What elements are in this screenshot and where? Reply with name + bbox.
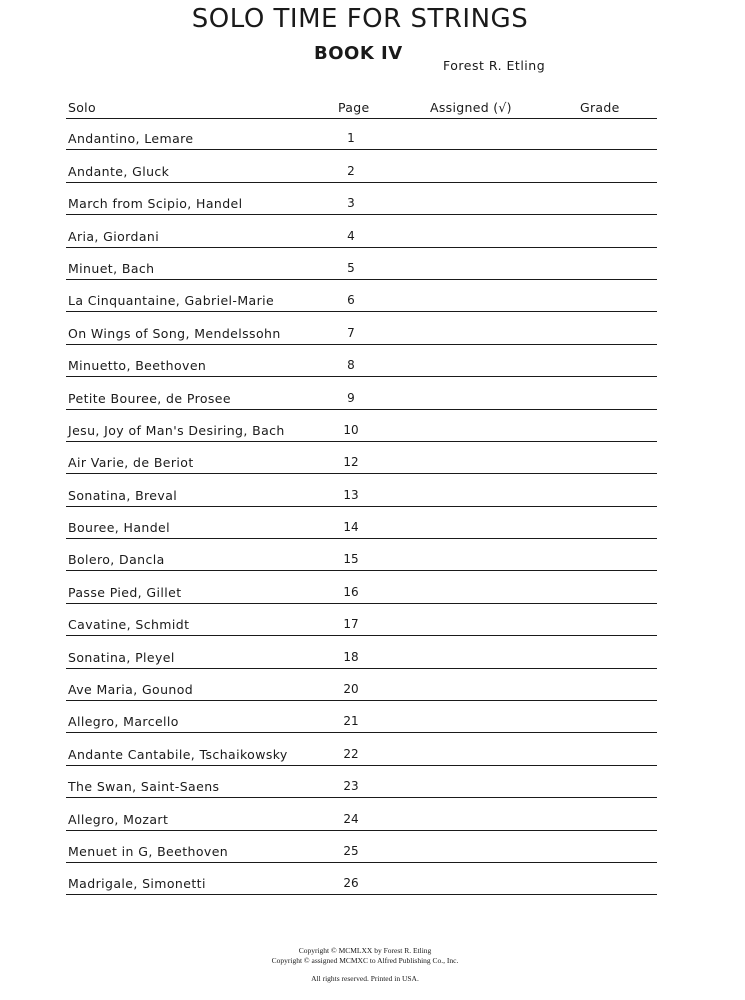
solo-title: March from Scipio, Handel [68, 196, 243, 212]
page-number: 15 [343, 552, 359, 567]
table-row [0, 863, 745, 895]
solo-title: Passe Pied, Gillet [68, 584, 182, 600]
solo-title: Petite Bouree, de Prosee [68, 390, 231, 406]
solo-title: Andante, Gluck [68, 163, 170, 179]
page-number: 17 [343, 617, 359, 632]
table-row [0, 183, 745, 215]
page-number: 1 [347, 131, 355, 146]
column-header-assigned: Assigned (√) [430, 100, 512, 115]
page-number: 13 [343, 487, 359, 502]
page-number: 14 [343, 520, 359, 535]
solo-list [0, 118, 745, 895]
solo-title: Bouree, Handel [68, 520, 171, 536]
rights-notice: All rights reserved. Printed in USA. [311, 974, 419, 983]
solo-title: Allegro, Mozart [68, 811, 169, 827]
page-title: SOLO TIME FOR STRINGS [191, 4, 529, 34]
table-row [0, 345, 745, 377]
solo-title: Madrigale, Simonetti [68, 876, 206, 892]
table-row [0, 766, 745, 798]
page-number: 6 [347, 293, 355, 308]
solo-title: The Swan, Saint-Saens [68, 779, 220, 795]
table-row [0, 118, 745, 150]
table-row [0, 248, 745, 280]
table-row [0, 474, 745, 506]
table-row [0, 312, 745, 344]
solo-title: Menuet in G, Beethoven [68, 843, 229, 859]
page-number: 25 [343, 843, 359, 858]
page-number: 5 [347, 260, 355, 275]
table-row [0, 280, 745, 312]
page-number: 24 [343, 811, 359, 826]
page-number: 20 [343, 682, 359, 697]
solo-title: Bolero, Dancla [68, 552, 165, 568]
table-row [0, 669, 745, 701]
table-row [0, 150, 745, 182]
solo-title: Andante Cantabile, Tschaikowsky [68, 746, 288, 762]
table-row [0, 636, 745, 668]
table-row [0, 215, 745, 247]
solo-title: Sonatina, Breval [68, 487, 178, 503]
solo-title: Minuetto, Beethoven [68, 358, 207, 374]
column-header-page: Page [338, 100, 370, 115]
page-number: 9 [347, 390, 355, 405]
column-header-grade: Grade [580, 100, 620, 115]
page-number: 16 [343, 584, 359, 599]
table-row [0, 410, 745, 442]
row-rule [66, 894, 657, 895]
page-number: 26 [343, 876, 359, 891]
table-row [0, 701, 745, 733]
table-row [0, 604, 745, 636]
table-row [0, 831, 745, 863]
solo-title: Ave Maria, Gounod [68, 682, 194, 698]
page-number: 12 [343, 455, 359, 470]
page-number: 21 [343, 714, 359, 729]
solo-title: Cavatine, Schmidt [68, 617, 190, 633]
solo-title: La Cinquantaine, Gabriel-Marie [68, 293, 275, 309]
book-subtitle: BOOK IV [314, 43, 403, 64]
solo-title: Jesu, Joy of Man's Desiring, Bach [68, 422, 285, 438]
solo-title: On Wings of Song, Mendelssohn [68, 325, 281, 341]
page-number: 7 [347, 325, 355, 340]
table-row [0, 798, 745, 830]
page-number: 2 [347, 163, 355, 178]
copyright-line-2: Copyright © assigned MCMXC to Alfred Publishing Co., Inc. [271, 956, 459, 965]
solo-title: Allegro, Marcello [68, 714, 179, 730]
page-number: 3 [347, 196, 355, 211]
page-number: 22 [343, 746, 359, 761]
table-row [0, 507, 745, 539]
page-number: 4 [347, 228, 355, 243]
solo-title: Sonatina, Pleyel [68, 649, 175, 665]
table-row [0, 733, 745, 765]
solo-title: Air Varie, de Beriot [68, 455, 194, 471]
author-name: Forest R. Etling [443, 58, 546, 73]
solo-title: Andantino, Lemare [68, 131, 194, 147]
table-row [0, 377, 745, 409]
table-row [0, 442, 745, 474]
column-header-solo: Solo [68, 100, 96, 115]
table-row [0, 539, 745, 571]
page-number: 8 [347, 358, 355, 373]
page-number: 23 [343, 779, 359, 794]
page-number: 18 [343, 649, 359, 664]
copyright-line-1: Copyright © MCMLXX by Forest R. Etling [298, 946, 432, 955]
table-row [0, 571, 745, 603]
page-number: 10 [343, 422, 359, 437]
solo-title: Aria, Giordani [68, 228, 160, 244]
solo-title: Minuet, Bach [68, 260, 155, 276]
